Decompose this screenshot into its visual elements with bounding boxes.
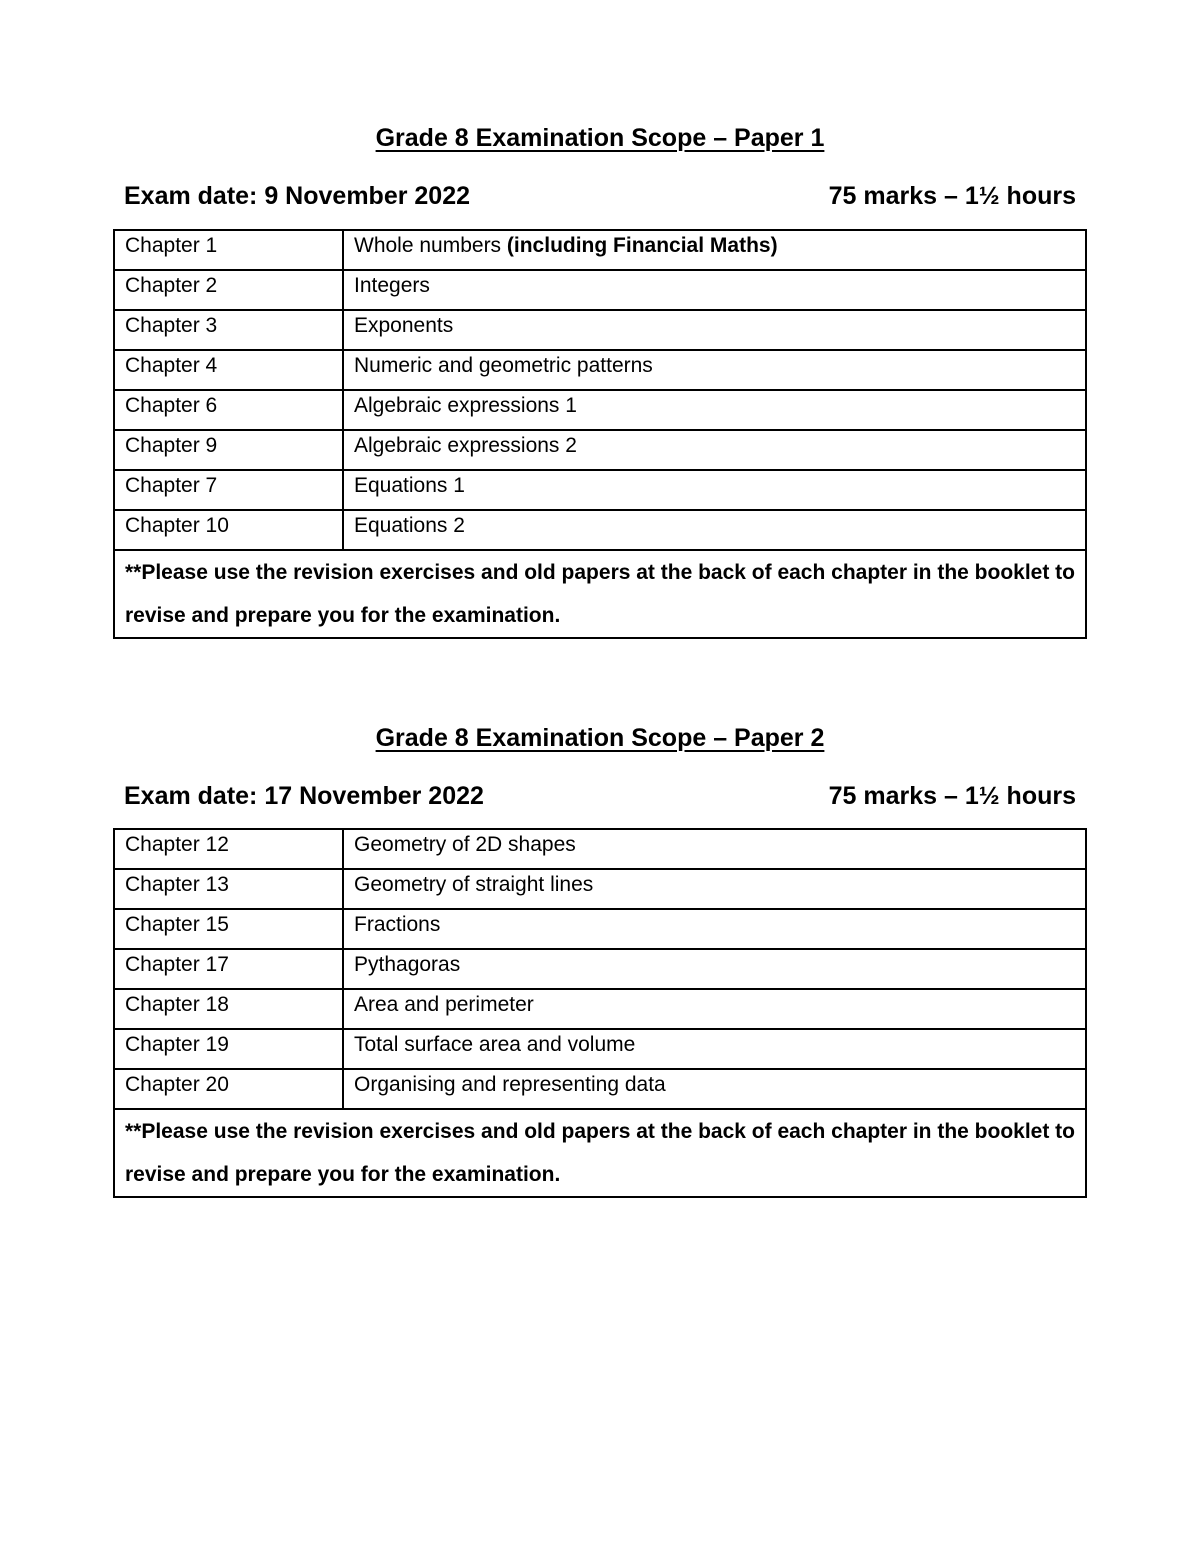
topic-cell: Geometry of 2D shapes [343, 829, 1086, 869]
revision-note: **Please use the revision exercises and old papers at the back of each chapter in the booklet to revise and prepare you for the examination. [114, 550, 1086, 638]
chapter-cell: Chapter 10 [114, 510, 343, 550]
paper-1-exam-date: Exam date: 9 November 2022 [124, 182, 471, 210]
table-row [114, 829, 1086, 869]
topic-cell [343, 230, 1086, 270]
table-row [114, 390, 1086, 430]
paper-1-meta [124, 182, 1076, 211]
paper-2-meta [124, 782, 1076, 811]
chapter-cell: Chapter 2 [114, 270, 343, 310]
table-row [114, 310, 1086, 350]
chapter-cell: Chapter 3 [114, 310, 343, 350]
chapter-cell: Chapter 15 [114, 909, 343, 949]
table-row [114, 1109, 1086, 1197]
paper-1-marks: 75 marks – 1½ hours [828, 182, 1076, 210]
table-row [114, 510, 1086, 550]
chapter-cell: Chapter 4 [114, 350, 343, 390]
paper-2-exam-date: Exam date: 17 November 2022 [124, 782, 484, 810]
chapter-cell: Chapter 17 [114, 949, 343, 989]
chapter-cell: Chapter 19 [114, 1029, 343, 1069]
paper-2-marks: 75 marks – 1½ hours [828, 782, 1076, 810]
topic-cell: Equations 1 [343, 470, 1086, 510]
paper-1-scope-table [113, 229, 1087, 639]
revision-note: **Please use the revision exercises and old papers at the back of each chapter in the booklet to revise and prepare you for the examination. [114, 1109, 1086, 1197]
topic-cell: Algebraic expressions 2 [343, 430, 1086, 470]
chapter-cell: Chapter 12 [114, 829, 343, 869]
chapter-cell: Chapter 20 [114, 1069, 343, 1109]
table-row [114, 869, 1086, 909]
table-row [114, 1069, 1086, 1109]
topic-cell: Fractions [343, 909, 1086, 949]
topic-cell: Integers [343, 270, 1086, 310]
topic-cell: Equations 2 [343, 510, 1086, 550]
table-row [114, 550, 1086, 638]
chapter-cell: Chapter 9 [114, 430, 343, 470]
table-row [114, 989, 1086, 1029]
paper-2-scope-table [113, 828, 1087, 1198]
topic-cell: Organising and representing data [343, 1069, 1086, 1109]
table-row [114, 909, 1086, 949]
paper-1-title: Grade 8 Examination Scope – Paper 1 [375, 124, 825, 152]
table-row [114, 230, 1086, 270]
table-row [114, 1029, 1086, 1069]
table-row [114, 949, 1086, 989]
chapter-cell: Chapter 13 [114, 869, 343, 909]
paper-2-title: Grade 8 Examination Scope – Paper 2 [375, 724, 825, 752]
table-row [114, 470, 1086, 510]
chapter-cell: Chapter 6 [114, 390, 343, 430]
topic-cell: Area and perimeter [343, 989, 1086, 1029]
table-row [114, 350, 1086, 390]
topic-cell: Exponents [343, 310, 1086, 350]
topic-cell: Algebraic expressions 1 [343, 390, 1086, 430]
topic-cell: Geometry of straight lines [343, 869, 1086, 909]
topic-text: Whole numbers [354, 234, 502, 257]
topic-cell: Pythagoras [343, 949, 1086, 989]
topic-extra-text: (including Financial Maths) [501, 234, 778, 257]
chapter-cell: Chapter 1 [114, 230, 343, 270]
chapter-cell: Chapter 7 [114, 470, 343, 510]
table-row [114, 270, 1086, 310]
table-row [114, 430, 1086, 470]
chapter-cell: Chapter 18 [114, 989, 343, 1029]
topic-cell: Total surface area and volume [343, 1029, 1086, 1069]
topic-cell: Numeric and geometric patterns [343, 350, 1086, 390]
